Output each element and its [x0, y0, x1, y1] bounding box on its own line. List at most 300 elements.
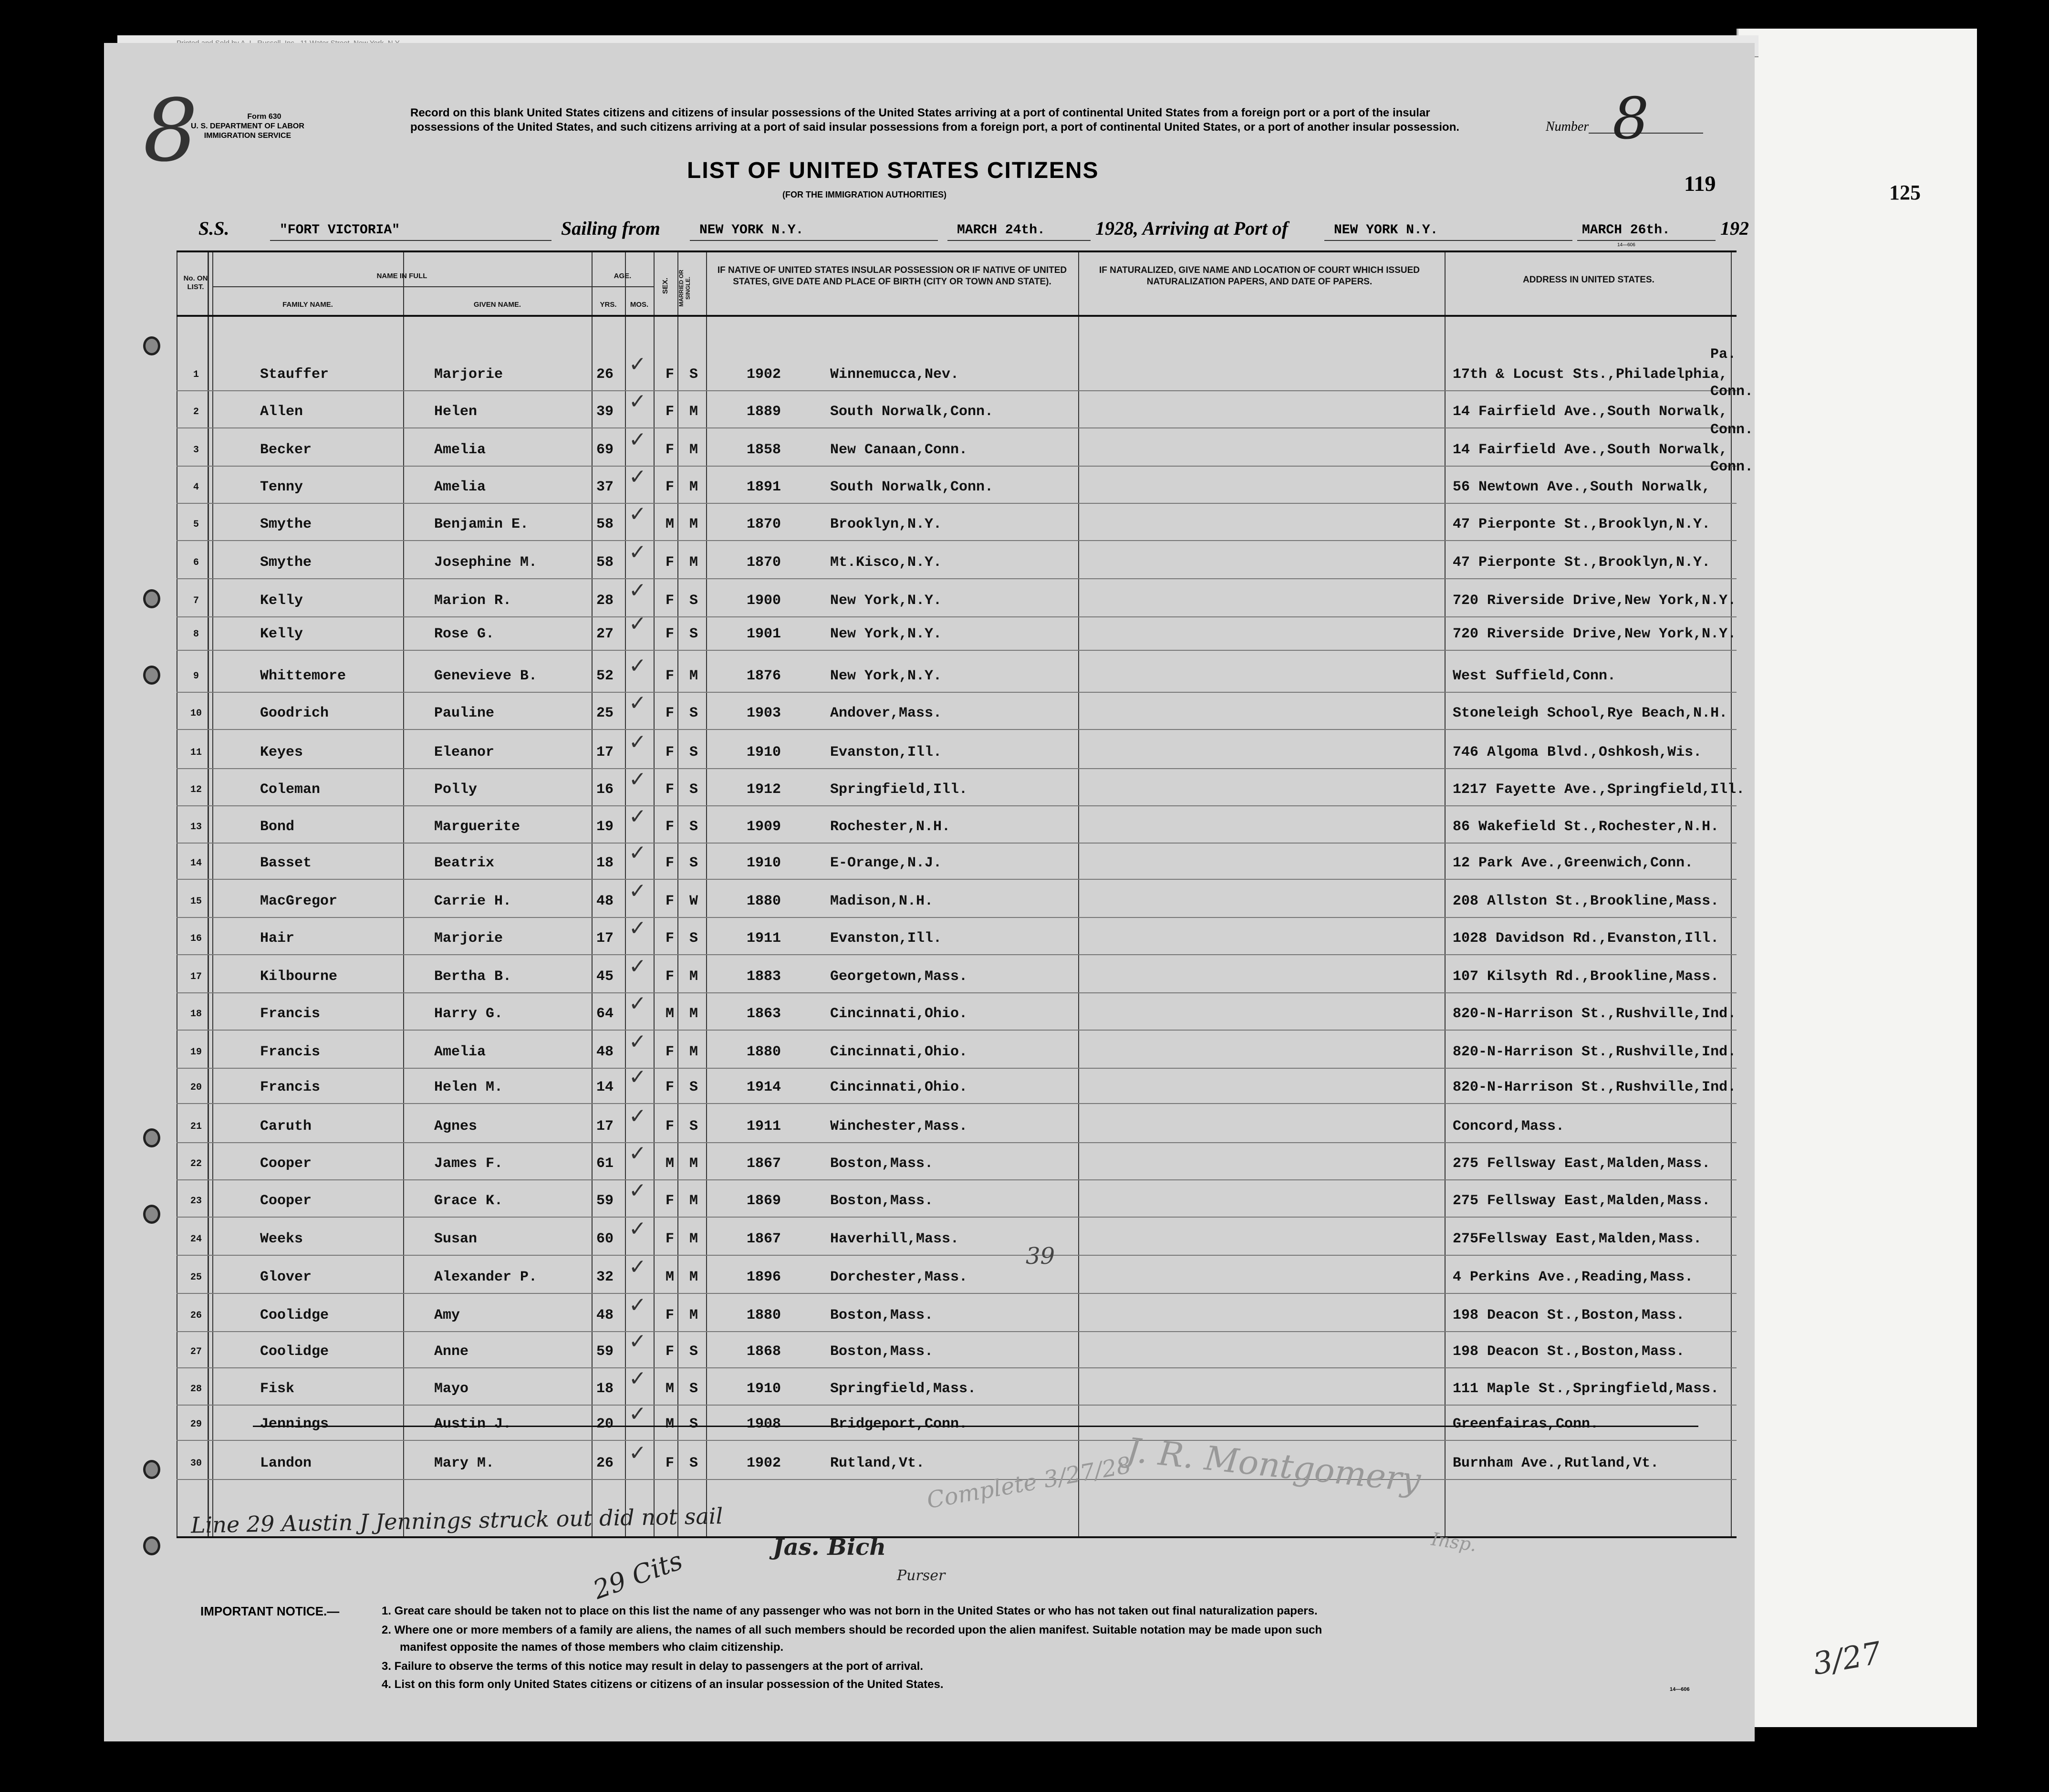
- handwritten-note: Line 29 Austin J Jennings struck out did not sail: [190, 1503, 723, 1538]
- row-line: [177, 503, 1737, 504]
- ship-name: "FORT VICTORIA": [280, 223, 400, 238]
- family-name: Cooper: [260, 1193, 312, 1209]
- given-name: Eleanor: [434, 744, 495, 761]
- given-name: Helen: [434, 404, 478, 420]
- sex: F: [666, 1307, 675, 1323]
- punch-hole: [143, 589, 160, 608]
- page-title: LIST OF UNITED STATES CITIZENS: [687, 158, 1099, 183]
- age-years: 48: [596, 893, 614, 909]
- given-name: Alexander P.: [434, 1269, 538, 1285]
- sex: M: [666, 1156, 675, 1172]
- inspector-signature: J. R. Montgomery: [1124, 1430, 1423, 1500]
- address: 275Fellsway East,Malden,Mass.: [1453, 1231, 1702, 1247]
- sex: F: [666, 1118, 675, 1135]
- number-value: 8: [1612, 86, 1649, 152]
- row-line: [177, 1142, 1737, 1143]
- age-check-mark: ✓: [629, 1141, 646, 1166]
- age-years: 52: [596, 668, 614, 684]
- birth-place: Cincinnati,Ohio.: [830, 1006, 968, 1022]
- family-name: Francis: [260, 1006, 321, 1022]
- age-check-mark: ✓: [629, 465, 646, 489]
- col-sex: SEX.: [661, 277, 669, 294]
- age-years: 18: [596, 1381, 614, 1397]
- given-name: Susan: [434, 1231, 478, 1247]
- age-check-mark: ✓: [629, 1065, 646, 1089]
- row-line: [177, 1367, 1737, 1368]
- form-label: [191, 112, 304, 141]
- given-name: Helen M.: [434, 1079, 503, 1095]
- birth-place: South Norwalk,Conn.: [830, 404, 994, 420]
- row-number: 6: [193, 557, 199, 568]
- row-line: [177, 1217, 1737, 1218]
- age-years: 69: [596, 442, 614, 458]
- address: 56 Newtown Ave.,South Norwalk,: [1453, 479, 1711, 495]
- age-check-mark: ✓: [629, 1030, 646, 1054]
- married-single: S: [689, 781, 698, 798]
- family-name: Kelly: [260, 626, 303, 642]
- row-line: [177, 729, 1737, 730]
- row-number: 13: [190, 822, 202, 833]
- col-address: ADDRESS IN UNITED STATES.: [1523, 275, 1654, 285]
- col-no-on-list: No. ON LIST.: [183, 274, 208, 291]
- row-number: 5: [193, 519, 199, 530]
- ss-label: S.S.: [198, 218, 229, 239]
- age-check-mark: ✓: [629, 767, 646, 792]
- col-family-name: FAMILY NAME.: [282, 301, 333, 309]
- given-name: Amelia: [434, 442, 486, 458]
- family-name: Kelly: [260, 593, 303, 609]
- row-number: 18: [190, 1009, 202, 1020]
- arrival-year: 192: [1720, 218, 1749, 239]
- birth-place: Evanston,Ill.: [830, 930, 942, 947]
- notice-code: 14—606: [1670, 1687, 1690, 1692]
- birth-year: 1914: [747, 1079, 781, 1095]
- sex: F: [666, 626, 675, 642]
- arrival-port: NEW YORK N.Y.: [1334, 223, 1438, 238]
- married-single: M: [689, 1156, 698, 1172]
- birth-place: Cincinnati,Ohio.: [830, 1044, 968, 1060]
- married-single: S: [689, 1079, 698, 1095]
- family-name: Goodrich: [260, 705, 329, 721]
- printer-code: 14—606: [1617, 242, 1635, 248]
- family-name: Jennings: [260, 1416, 329, 1432]
- birth-year: 1880: [747, 1307, 781, 1323]
- birth-year: 1870: [747, 554, 781, 571]
- married-single: S: [689, 855, 698, 871]
- row-number: 20: [190, 1082, 202, 1093]
- row-number: 16: [190, 933, 202, 944]
- address: 820-N-Harrison St.,Rushville,Ind.: [1453, 1044, 1737, 1060]
- birth-place: Boston,Mass.: [830, 1156, 934, 1172]
- birth-year: 1902: [747, 366, 781, 383]
- col-yrs: YRS.: [600, 301, 617, 309]
- punch-hole: [143, 1460, 160, 1479]
- address: 4 Perkins Ave.,Reading,Mass.: [1453, 1269, 1694, 1285]
- row-line: [177, 805, 1737, 806]
- married-single: M: [689, 668, 698, 684]
- margin-39: 39: [1026, 1243, 1055, 1270]
- department: U. S. DEPARTMENT OF LABOR: [191, 122, 304, 130]
- address: Burnham Ave.,Rutland,Vt.: [1453, 1455, 1659, 1471]
- birth-year: 1896: [747, 1269, 781, 1285]
- sex: F: [666, 668, 675, 684]
- row-number: 3: [193, 445, 199, 456]
- birth-place: Haverhill,Mass.: [830, 1231, 959, 1247]
- family-name: Basset: [260, 855, 312, 871]
- sex: F: [666, 855, 675, 871]
- birth-year: 1880: [747, 1044, 781, 1060]
- given-name: Amelia: [434, 1044, 486, 1060]
- sex: F: [666, 1231, 675, 1247]
- address: 820-N-Harrison St.,Rushville,Ind.: [1453, 1006, 1737, 1022]
- family-name: Cooper: [260, 1156, 312, 1172]
- sex: M: [666, 1381, 675, 1397]
- married-single: S: [689, 1381, 698, 1397]
- married-single: M: [689, 479, 698, 495]
- given-name: Harry G.: [434, 1006, 503, 1022]
- given-name: Anne: [434, 1344, 469, 1360]
- married-single: S: [689, 1118, 698, 1135]
- family-name: Fisk: [260, 1381, 295, 1397]
- married-single: S: [689, 744, 698, 761]
- sex: M: [666, 1006, 675, 1022]
- row-line: [177, 390, 1737, 391]
- age-years: 61: [596, 1156, 614, 1172]
- age-years: 20: [596, 1416, 614, 1432]
- family-name: Keyes: [260, 744, 303, 761]
- married-single: M: [689, 516, 698, 532]
- address-continuation: Pa.: [1710, 346, 1737, 363]
- given-name: Carrie H.: [434, 893, 512, 909]
- birth-year: 1867: [747, 1231, 781, 1247]
- birth-year: 1903: [747, 705, 781, 721]
- given-name: Agnes: [434, 1118, 478, 1135]
- given-name: Marjorie: [434, 366, 503, 383]
- row-line: [177, 616, 1737, 617]
- age-check-mark: ✓: [629, 427, 646, 452]
- married-single: M: [689, 1231, 698, 1247]
- sex: F: [666, 705, 675, 721]
- row-number: 24: [190, 1234, 202, 1245]
- age-years: 19: [596, 819, 614, 835]
- row-line: [177, 768, 1737, 769]
- sex: F: [666, 744, 675, 761]
- sex: F: [666, 1044, 675, 1060]
- married-single: S: [689, 1416, 698, 1432]
- birth-year: 1880: [747, 893, 781, 909]
- family-name: Landon: [260, 1455, 312, 1471]
- birth-year: 1867: [747, 1156, 781, 1172]
- birth-place: Dorchester,Mass.: [830, 1269, 968, 1285]
- given-name: Austin J.: [434, 1416, 512, 1432]
- row-number: 4: [193, 482, 199, 493]
- age-years: 45: [596, 969, 614, 985]
- age-check-mark: ✓: [629, 1402, 646, 1426]
- age-check-mark: ✓: [629, 691, 646, 715]
- birth-year: 1910: [747, 1381, 781, 1397]
- family-name: Caruth: [260, 1118, 312, 1135]
- row-number: 28: [190, 1384, 202, 1395]
- age-years: 39: [596, 404, 614, 420]
- row-line: [177, 650, 1737, 651]
- birth-place: Georgetown,Mass.: [830, 969, 968, 985]
- row-number: 29: [190, 1419, 202, 1430]
- age-check-mark: ✓: [629, 1255, 646, 1279]
- punch-hole: [143, 666, 160, 685]
- row-line: [177, 1440, 1737, 1441]
- sex: M: [666, 1416, 675, 1432]
- address: 14 Fairfield Ave.,South Norwalk,: [1453, 442, 1728, 458]
- notice-item-3: 3. Failure to observe the terms of this notice may result in delay to passengers at the port of arrival.: [382, 1660, 923, 1673]
- birth-year: 1889: [747, 404, 781, 420]
- birth-place: South Norwalk,Conn.: [830, 479, 994, 495]
- complete-stamp: Complete 3/27/28: [925, 1451, 1134, 1514]
- birth-place: Springfield,Mass.: [830, 1381, 977, 1397]
- margin-number: 8: [143, 81, 198, 181]
- sex: F: [666, 404, 675, 420]
- row-line: [177, 954, 1737, 955]
- given-name: Marjorie: [434, 930, 503, 947]
- age-years: 48: [596, 1307, 614, 1323]
- family-name: Stauffer: [260, 366, 329, 383]
- given-name: Josephine M.: [434, 554, 538, 571]
- row-line: [177, 1068, 1737, 1069]
- address: 12 Park Ave.,Greenwich,Conn.: [1453, 855, 1694, 871]
- age-check-mark: ✓: [629, 916, 646, 940]
- back-page-number: 125: [1889, 181, 1921, 204]
- birth-year: 1870: [747, 516, 781, 532]
- birth-year: 1900: [747, 593, 781, 609]
- birth-place: Brooklyn,N.Y.: [830, 516, 942, 532]
- family-name: Coolidge: [260, 1344, 329, 1360]
- married-single: W: [689, 893, 698, 909]
- address: 86 Wakefield St.,Rochester,N.H.: [1453, 819, 1719, 835]
- married-single: S: [689, 930, 698, 947]
- married-single: M: [689, 1006, 698, 1022]
- given-name: Amelia: [434, 479, 486, 495]
- address: 47 Pierponte St.,Brooklyn,N.Y.: [1453, 516, 1711, 532]
- age-years: 25: [596, 705, 614, 721]
- address: 1217 Fayette Ave.,Springfield,Ill.: [1453, 781, 1745, 798]
- age-years: 32: [596, 1269, 614, 1285]
- form-number: Form 630: [247, 113, 281, 121]
- age-check-mark: ✓: [629, 1104, 646, 1128]
- signature-title: Purser: [897, 1567, 946, 1584]
- sex: F: [666, 554, 675, 571]
- given-name: Mayo: [434, 1381, 469, 1397]
- birth-place: Evanston,Ill.: [830, 744, 942, 761]
- sex: F: [666, 819, 675, 835]
- age-years: 59: [596, 1344, 614, 1360]
- age-years: 37: [596, 479, 614, 495]
- sex: F: [666, 479, 675, 495]
- age-check-mark: ✓: [629, 1441, 646, 1465]
- birth-year: 1901: [747, 626, 781, 642]
- given-name: Genevieve B.: [434, 668, 538, 684]
- birth-year: 1883: [747, 969, 781, 985]
- married-single: S: [689, 626, 698, 642]
- birth-year: 1911: [747, 930, 781, 947]
- birth-place: Andover,Mass.: [830, 705, 942, 721]
- sex: F: [666, 1455, 675, 1471]
- given-name: Mary M.: [434, 1455, 495, 1471]
- given-name: Marguerite: [434, 819, 520, 835]
- address: 198 Deacon St.,Boston,Mass.: [1453, 1344, 1685, 1360]
- row-line: [177, 466, 1737, 467]
- married-single: S: [689, 366, 698, 383]
- birth-year: 1902: [747, 1455, 781, 1471]
- address: 47 Pierponte St.,Brooklyn,N.Y.: [1453, 554, 1711, 571]
- married-single: S: [689, 705, 698, 721]
- age-check-mark: ✓: [629, 730, 646, 754]
- row-number: 9: [193, 671, 199, 682]
- age-years: 26: [596, 1455, 614, 1471]
- age-years: 16: [596, 781, 614, 798]
- birth-place: Winchester,Mass.: [830, 1118, 968, 1135]
- birth-place: Boston,Mass.: [830, 1193, 934, 1209]
- family-name: Hair: [260, 930, 295, 947]
- notice-item-1: 1. Great care should be taken not to place on this list the name of any passenger who was not born in the United States or who has not taken out final naturalization papers.: [382, 1604, 1318, 1617]
- birth-year: 1869: [747, 1193, 781, 1209]
- row-line: [177, 992, 1737, 993]
- family-name: Allen: [260, 404, 303, 420]
- sail-year: 1928: [1095, 218, 1134, 239]
- address-continuation: Conn.: [1710, 459, 1754, 475]
- given-name: Amy: [434, 1307, 460, 1323]
- family-name: Glover: [260, 1269, 312, 1285]
- birth-year: 1858: [747, 442, 781, 458]
- row-line: [177, 917, 1737, 918]
- row-number: 17: [190, 971, 202, 982]
- row-number: 10: [190, 708, 202, 719]
- birth-place: Cincinnati,Ohio.: [830, 1079, 968, 1095]
- punch-hole: [143, 1536, 160, 1555]
- birth-place: Boston,Mass.: [830, 1344, 934, 1360]
- insp-label: Insp.: [1430, 1528, 1478, 1556]
- age-years: 64: [596, 1006, 614, 1022]
- row-number: 21: [190, 1121, 202, 1132]
- address: 720 Riverside Drive,New York,N.Y.: [1453, 626, 1737, 642]
- age-years: 17: [596, 1118, 614, 1135]
- sex: M: [666, 516, 675, 532]
- address-continuation: Conn.: [1710, 384, 1754, 400]
- address: Greenfairas,Conn.: [1453, 1416, 1599, 1432]
- age-check-mark: ✓: [629, 540, 646, 564]
- age-check-mark: ✓: [629, 879, 646, 903]
- birth-year: 1908: [747, 1416, 781, 1432]
- age-check-mark: ✓: [629, 991, 646, 1016]
- address: 111 Maple St.,Springfield,Mass.: [1453, 1381, 1719, 1397]
- address: 1028 Davidson Rd.,Evanston,Ill.: [1453, 930, 1719, 947]
- age-years: 59: [596, 1193, 614, 1209]
- notice-lead: IMPORTANT NOTICE.—: [200, 1604, 340, 1618]
- married-single: M: [689, 1269, 698, 1285]
- handwritten-count: 29 Cits: [589, 1545, 686, 1605]
- row-line: [177, 578, 1737, 579]
- age-years: 58: [596, 554, 614, 571]
- sail-date: MARCH 24th.: [957, 223, 1045, 238]
- address: West Suffield,Conn.: [1453, 668, 1616, 684]
- age-check-mark: ✓: [629, 1329, 646, 1354]
- age-check-mark: ✓: [629, 1293, 646, 1317]
- record-instructions: Record on this blank United States citizens and citizens of insular possessions of the United States arriving at a port of continental United States from a foreign port or a port of the insular possessions of the United States, and such citizens arriving at a port of said insular possessions from a foreign port, a port of continental United States, or a port of another insular possession.: [410, 106, 1460, 134]
- family-name: Coleman: [260, 781, 321, 798]
- address: Stoneleigh School,Rye Beach,N.H.: [1453, 705, 1728, 721]
- arriving-label: , Arriving at Port of: [1134, 218, 1289, 239]
- sex: F: [666, 593, 675, 609]
- family-name: Francis: [260, 1079, 321, 1095]
- age-check-mark: ✓: [629, 578, 646, 603]
- row-line: [177, 1103, 1737, 1104]
- row-line: [177, 1179, 1737, 1180]
- punch-hole: [143, 1205, 160, 1224]
- signature: Jas. Bich: [773, 1534, 886, 1561]
- age-years: 27: [596, 626, 614, 642]
- address: 275 Fellsway East,Malden,Mass.: [1453, 1156, 1711, 1172]
- given-name: Pauline: [434, 705, 495, 721]
- age-years: 17: [596, 930, 614, 947]
- birth-year: 1910: [747, 744, 781, 761]
- age-check-mark: ✓: [629, 804, 646, 829]
- given-name: Marion R.: [434, 593, 512, 609]
- married-single: M: [689, 554, 698, 571]
- row-number: 25: [190, 1272, 202, 1283]
- age-years: 26: [596, 366, 614, 383]
- row-number: 14: [190, 858, 202, 869]
- row-line: [177, 1030, 1737, 1031]
- service: IMMIGRATION SERVICE: [204, 132, 291, 140]
- family-name: Bond: [260, 819, 295, 835]
- age-years: 18: [596, 855, 614, 871]
- family-name: Smythe: [260, 516, 312, 532]
- birth-place: New York,N.Y.: [830, 626, 942, 642]
- punch-hole: [143, 336, 160, 355]
- address: 17th & Locust Sts.,Philadelphia,: [1453, 366, 1728, 383]
- notice-item-2b: manifest opposite the names of those members who claim citizenship.: [400, 1641, 784, 1654]
- sex: F: [666, 1344, 675, 1360]
- number-label: Number: [1546, 119, 1589, 134]
- age-check-mark: ✓: [629, 1178, 646, 1203]
- address: 198 Deacon St.,Boston,Mass.: [1453, 1307, 1685, 1323]
- age-check-mark: ✓: [629, 612, 646, 636]
- birth-place: Madison,N.H.: [830, 893, 934, 909]
- age-years: 17: [596, 744, 614, 761]
- married-single: S: [689, 819, 698, 835]
- given-name: Benjamin E.: [434, 516, 529, 532]
- birth-year: 1863: [747, 1006, 781, 1022]
- col-married-single: MARRIED OR SINGLE.: [678, 270, 691, 307]
- married-single: S: [689, 1344, 698, 1360]
- arrival-date: MARCH 26th.: [1582, 223, 1670, 238]
- row-number: 23: [190, 1196, 202, 1207]
- col-given-name: GIVEN NAME.: [473, 301, 521, 309]
- birth-place: Mt.Kisco,N.Y.: [830, 554, 942, 571]
- family-name: Whittemore: [260, 668, 346, 684]
- address: 746 Algoma Blvd.,Oshkosh,Wis.: [1453, 744, 1702, 761]
- col-age: AGE.: [614, 272, 632, 280]
- birth-year: 1891: [747, 479, 781, 495]
- row-line: [177, 692, 1737, 693]
- corner-mark: 3/27: [1810, 1636, 1884, 1682]
- birth-place: New York,N.Y.: [830, 593, 942, 609]
- notice-item-4: 4. List on this form only United States citizens or citizens of an insular possession of the United States.: [382, 1678, 944, 1691]
- married-single: M: [689, 404, 698, 420]
- family-name: Francis: [260, 1044, 321, 1060]
- family-name: Smythe: [260, 554, 312, 571]
- age-check-mark: ✓: [629, 1217, 646, 1241]
- married-single: M: [689, 1044, 698, 1060]
- row-number: 26: [190, 1310, 202, 1321]
